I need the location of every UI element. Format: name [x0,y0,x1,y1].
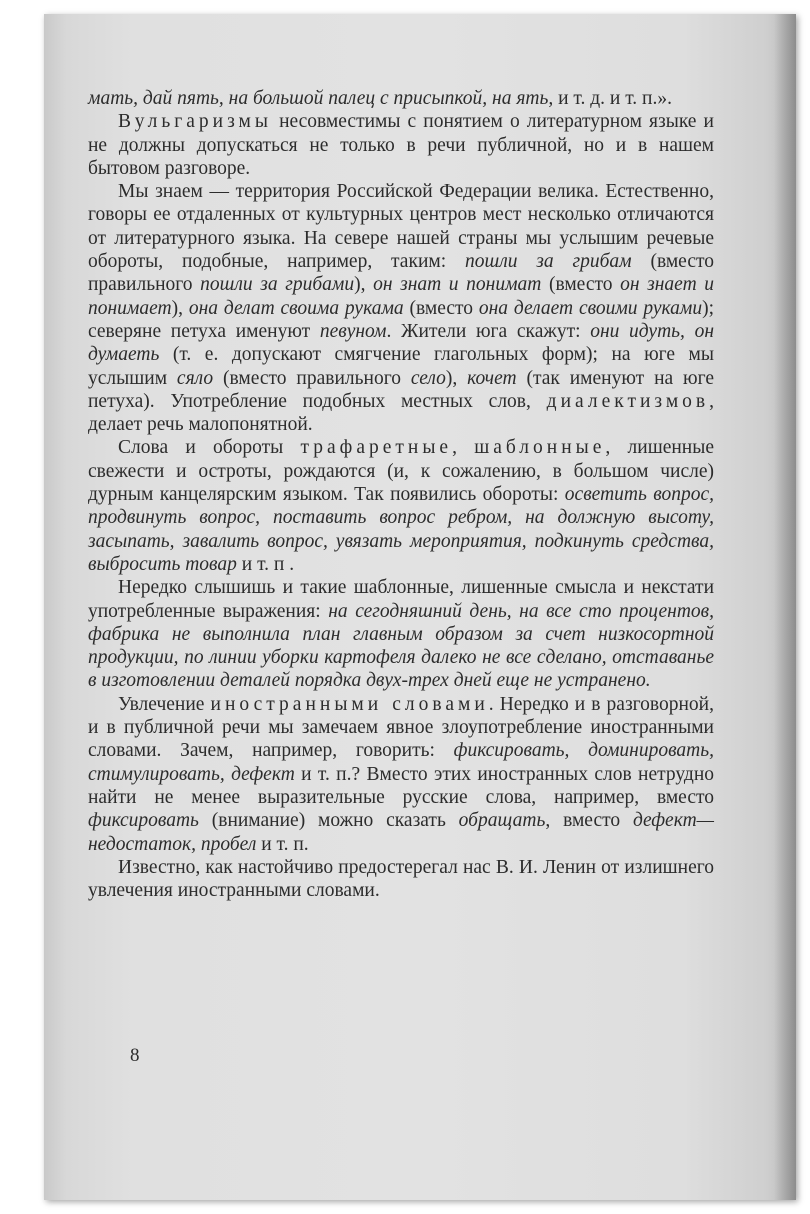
italic-example-text: пошли за грибами [200,274,355,296]
body-text-segment: ), [445,367,468,389]
body-text-segment: , [452,437,475,459]
body-text-segment: (внимание) можно сказать [198,810,459,832]
italic-example-text: пошли за грибам [464,251,632,273]
body-text-segment: (вместо правильного [88,251,714,296]
italic-example-text: обращать [458,810,546,832]
page-number: 8 [130,1045,140,1066]
spaced-term-text: шаблонные [474,437,606,459]
spaced-term-text: диалектизмов [546,390,710,412]
paragraph-continuation [88,87,714,110]
italic-example-text: певуном [319,320,387,342]
body-text-segment: Мы знаем — территория Российской Федерации велика. Естественно, говоры ее отдаленных от культурных центров мест несколько отличаются от литературного языка. На севере нашей страны мы услышим речевые обороты, подобные, например, таким: [88,181,714,273]
italic-example-text: осветить вопрос, продвинуть вопрос, поставить вопрос ребром, на должную высоту, засыпать, завалить вопрос, увязать мероприятия, подкинуть средства, выбросить товар [88,484,715,575]
paragraph-vulgarisms [88,110,714,180]
body-text-segment: Известно, как настойчиво предостерегал нас В. И. Ленин от излишнего увлечения иностранными словами. [88,856,714,902]
body-text-segment: Нередко слышишь и такие шаблонные, лишенные смысла и некстати употребленные выражения: [88,577,714,622]
body-text-segment: . Жители юга скажут: [386,320,591,342]
spaced-term-text: Вульгаризмы [118,111,272,133]
body-text-segment: ); северяне петуха именуют [88,297,714,342]
body-text [88,87,714,902]
body-text-segment: ), [354,274,374,296]
body-text-segment: (вместо [403,297,479,319]
paragraph-foreign-words [88,693,714,856]
italic-example-text: фиксировать, доминировать, стимулировать, дефект [88,740,714,785]
body-text-segment: ), [171,297,189,319]
italic-example-text: фиксировать [88,810,199,832]
body-text-segment: , делает речь малопонятной. [88,390,714,436]
italic-example-text: дефект—недостаток, пробел [88,810,714,855]
italic-example-text: кочет [467,367,517,389]
italic-example-text: село [410,367,446,389]
spaced-term-text: трафаретные [300,437,453,459]
italic-example-text: мать, дай пять, на большой палец с присыпкой, на ять, [88,88,554,109]
paragraph-lenin [88,856,714,903]
italic-example-text: он знат и понимат [373,274,542,296]
italic-example-text: она делает своими руками [478,297,703,319]
paragraph-cliches [88,436,714,576]
body-text-segment: Слова и обороты [118,437,301,459]
spaced-term-text: иностранными словами [210,693,489,715]
body-text-segment: и т. п. [256,833,309,855]
italic-example-text: они идуть, он думаеть [88,320,714,366]
italic-example-text: он знает и понимает [88,274,715,319]
body-text-segment: Увлечение [118,693,211,715]
italic-example-text: она делат своима рукама [188,297,404,319]
italic-example-text: на сегодняшний день, на все сто процентов, фабрика не выполнила план главным образом за счет низкосортной продукции, по линии уборки картофеля далеко не все сделано, отставанье в изготовлении деталей порядка двух-трех дней еще не устранено. [88,600,714,692]
body-text-segment: , лишенные свежести и остроты, рождаются (и, к сожалению, в большом числе) дурным канцелярским языком. Так появились обороты: [88,437,714,506]
body-text-segment: (так именуют на юге петуха). Употребление подобных местных слов, [88,367,714,412]
body-text-segment: и т. п.? Вместо этих иностранных слов нетрудно найти не менее выразительные русские слова, например, вместо [88,763,715,808]
paragraph-dialects [88,180,714,436]
body-text-segment: и т. д. и т. п.». [553,88,672,109]
body-text-segment: (вместо [541,274,621,296]
body-text-segment: (вместо правильного [213,367,411,389]
body-text-segment: несовместимы с понятием о литературном языке и не должны допускаться не только в речи публичной, но и в нашем бытовом разговоре. [88,111,714,179]
body-text-segment: (т. е. допускают смягчение глагольных форм); на юге мы услышим [88,344,714,389]
body-text-segment: и т. п . [236,553,295,575]
body-text-segment: , вместо [545,810,633,832]
page-edge-shadow [774,14,796,1200]
italic-example-text: сяло [176,367,214,389]
body-text-segment: . Нередко и в разговорной, и в публичной речи мы замечаем явное злоупотребление иностранными словами. Зачем, например, говорить: [88,693,714,762]
paragraph-stock-phrases [88,576,714,692]
